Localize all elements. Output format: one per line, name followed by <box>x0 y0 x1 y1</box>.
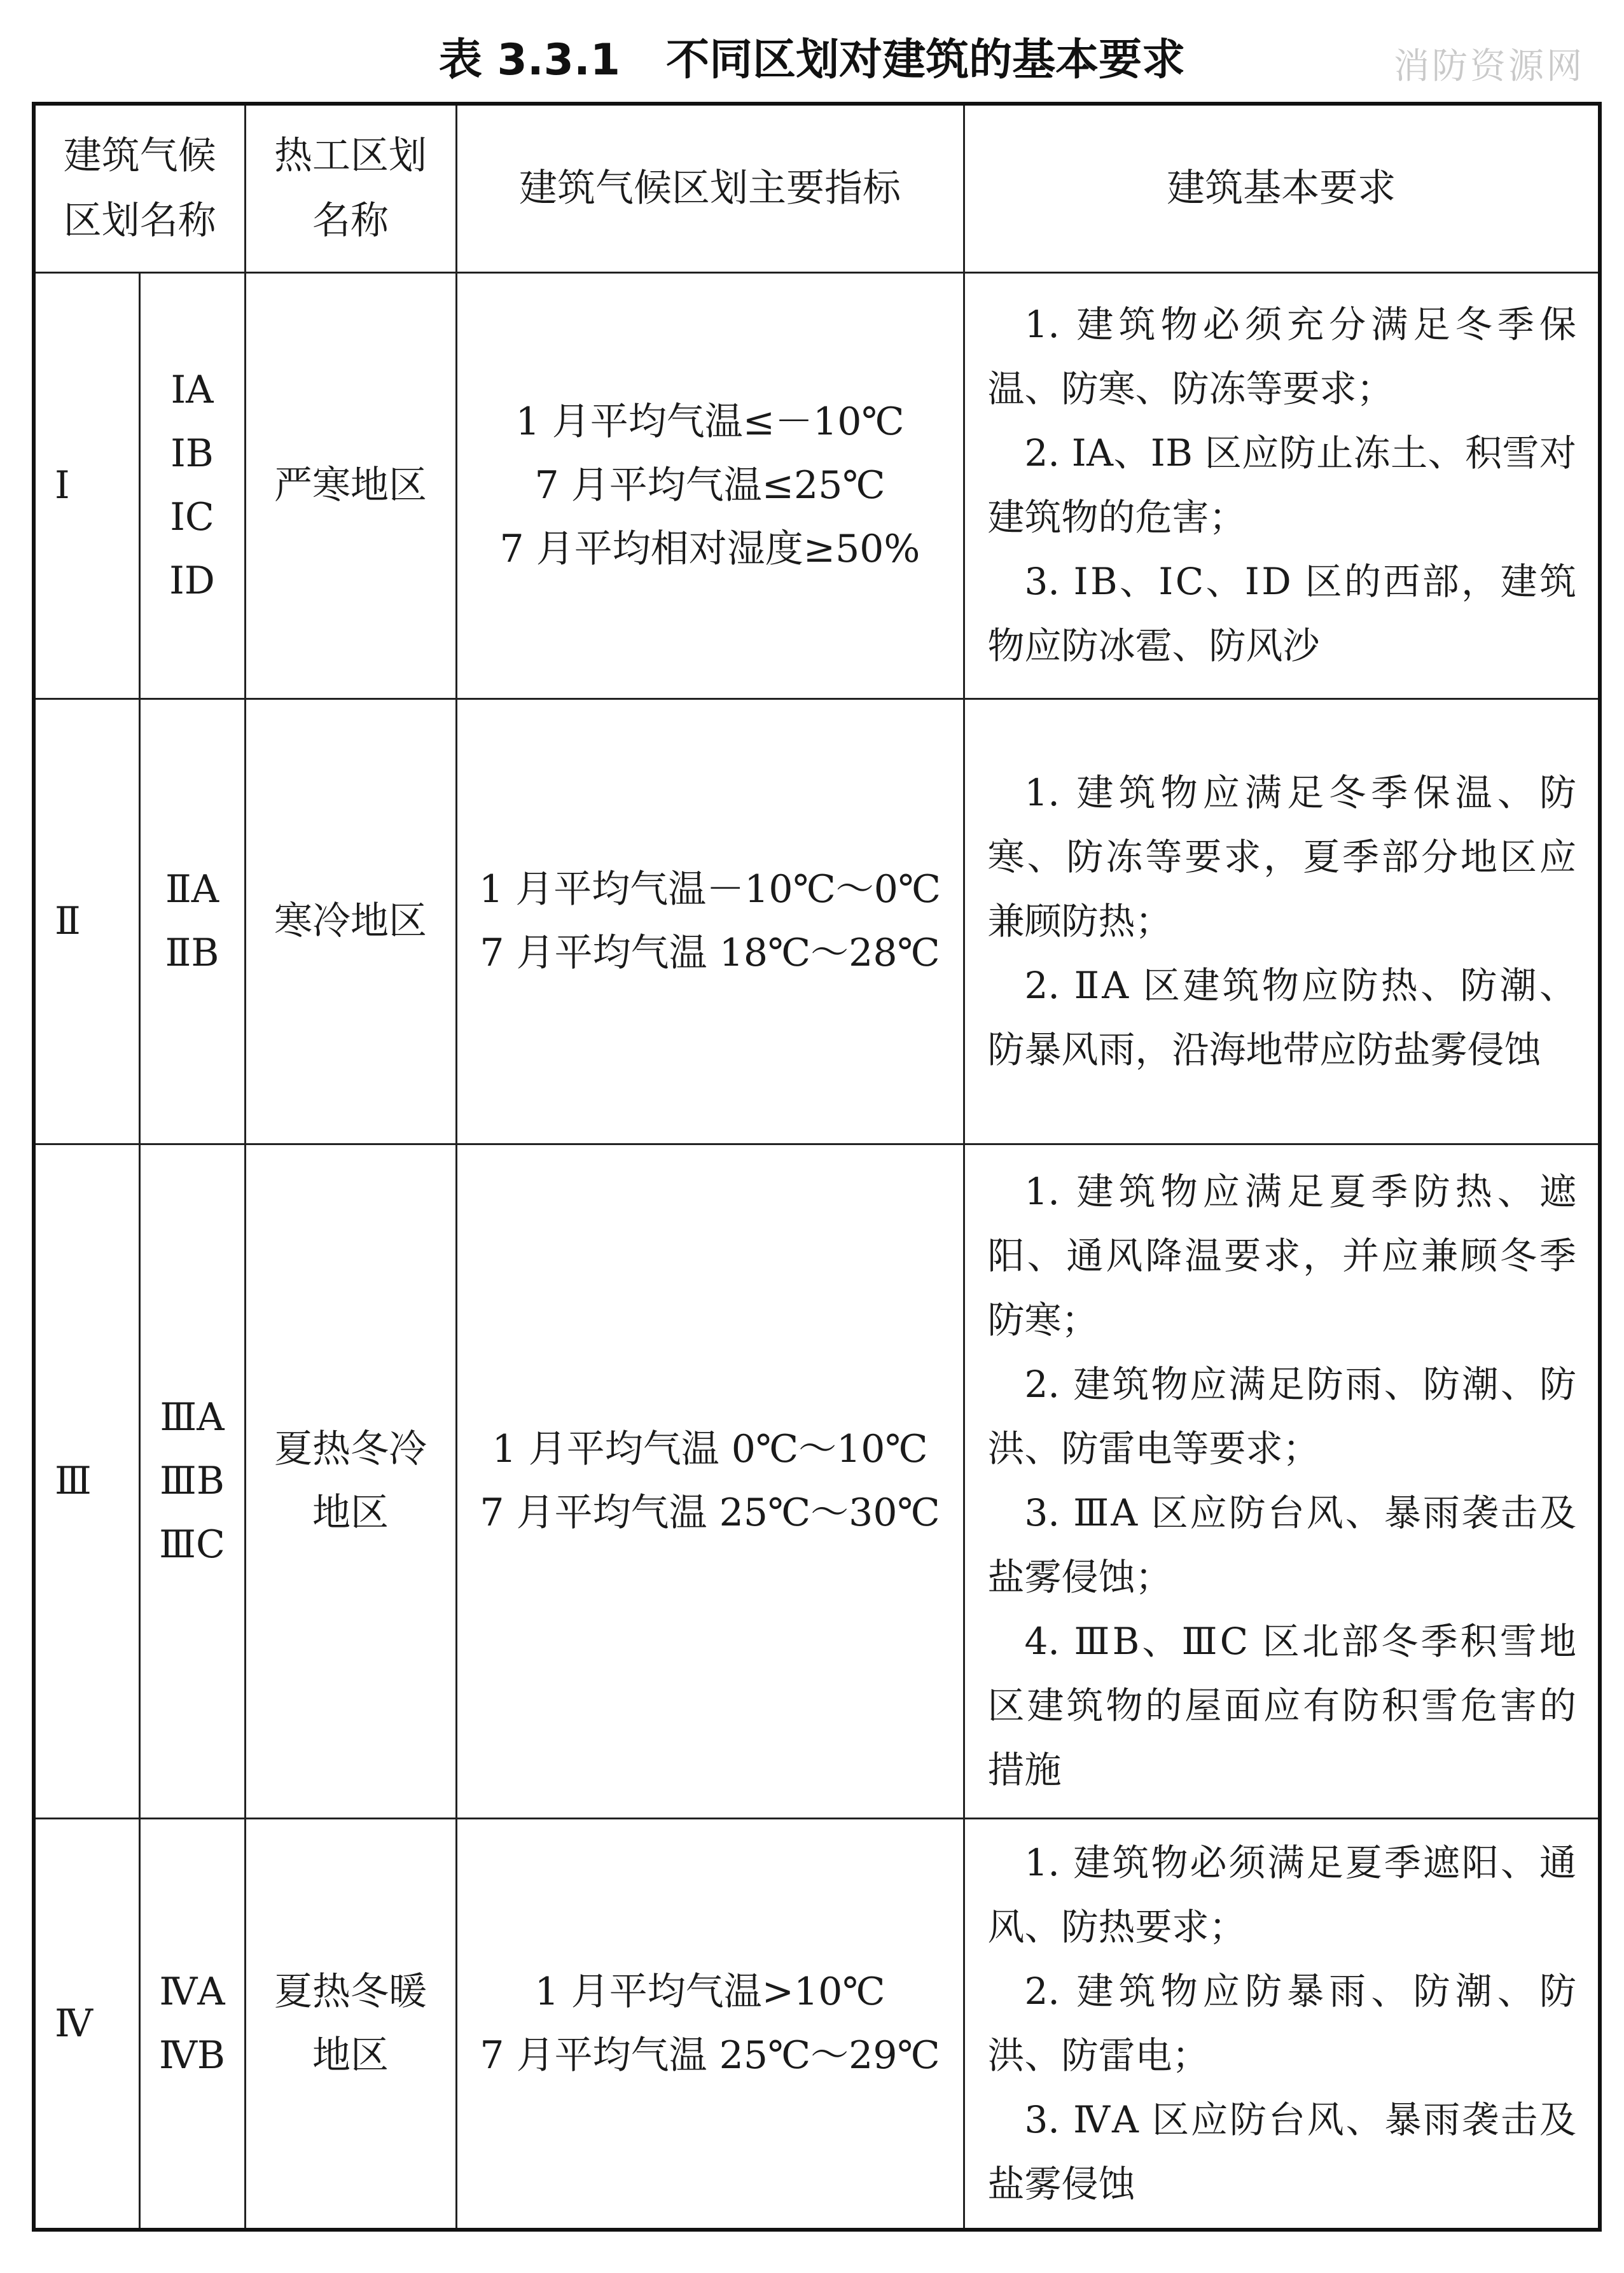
climate-indicators: 1 月平均气温>10℃ 7 月平均气温 25℃～29℃ <box>456 1818 964 2230</box>
zone-code: Ⅱ <box>34 699 139 1144</box>
requirement-item: 3. ⅠB、ⅠC、ⅠD 区的西部，建筑物应防冰雹、防风沙 <box>987 560 1576 667</box>
header-row <box>34 104 1600 272</box>
subzone-codes: ⅣA ⅣB <box>139 1818 245 2230</box>
requirement-item: 1. 建筑物应满足冬季保温、防寒、防冻等要求，夏季部分地区应兼顾防热； <box>987 770 1576 943</box>
requirement-item: 1. 建筑物必须充分满足冬季保温、防寒、防冻等要求； <box>987 303 1576 410</box>
subzone-codes: ⅠA ⅠB ⅠC ⅠD <box>139 272 245 699</box>
table-number: 表 3.3.1 <box>438 34 621 85</box>
requirement-item: 2. ⅠA、ⅠB 区应防止冻土、积雪对建筑物的危害； <box>987 431 1576 539</box>
table-row <box>34 1818 1600 2230</box>
building-requirements <box>964 699 1600 1144</box>
requirement-item: 2. 建筑物应满足防雨、防潮、防洪、防雷电等要求； <box>987 1363 1576 1470</box>
table-caption: 不同区划对建筑的基本要求 <box>666 34 1186 85</box>
watermark: 消防资源网 <box>1394 46 1585 87</box>
requirement-item: 2. 建筑物应防暴雨、防潮、防洪、防雷电； <box>987 1969 1576 2077</box>
climate-indicators: 1 月平均气温 0℃～10℃ 7 月平均气温 25℃～30℃ <box>456 1144 964 1818</box>
table-row <box>34 699 1600 1144</box>
climate-zone-table <box>32 102 1602 2232</box>
header-thermal-zone: 热工区划 名称 <box>245 104 456 272</box>
header-requirements: 建筑基本要求 <box>964 104 1600 272</box>
thermal-zone-name: 夏热冬暖 地区 <box>245 1818 456 2230</box>
header-zone-name: 建筑气候 区划名称 <box>34 104 245 272</box>
requirement-item: 2. ⅡA 区建筑物应防热、防潮、防暴风雨，沿海地带应防盐雾侵蚀 <box>987 963 1576 1071</box>
building-requirements <box>964 1144 1600 1818</box>
header-indicators: 建筑气候区划主要指标 <box>456 104 964 272</box>
table-row <box>34 272 1600 699</box>
table-row <box>34 1144 1600 1818</box>
thermal-zone-name: 寒冷地区 <box>245 699 456 1144</box>
table-title <box>0 11 1624 101</box>
subzone-codes: ⅡA ⅡB <box>139 699 245 1144</box>
requirement-item: 1. 建筑物应满足夏季防热、遮阳、通风降温要求，并应兼顾冬季防寒； <box>987 1170 1576 1342</box>
zone-code: Ⅲ <box>34 1144 139 1818</box>
thermal-zone-name: 夏热冬冷 地区 <box>245 1144 456 1818</box>
building-requirements <box>964 272 1600 699</box>
climate-indicators: 1 月平均气温≤－10℃ 7 月平均气温≤25℃ 7 月平均相对湿度≥50% <box>456 272 964 699</box>
requirement-item: 1. 建筑物必须满足夏季遮阳、通风、防热要求； <box>987 1840 1576 1949</box>
zone-code: Ⅰ <box>34 272 139 699</box>
zone-code: Ⅳ <box>34 1818 139 2230</box>
climate-indicators: 1 月平均气温－10℃～0℃ 7 月平均气温 18℃～28℃ <box>456 699 964 1144</box>
requirement-item: 3. ⅢA 区应防台风、暴雨袭击及盐雾侵蚀； <box>987 1491 1576 1599</box>
requirement-item: 3. ⅣA 区应防台风、暴雨袭击及盐雾侵蚀 <box>987 2097 1576 2206</box>
requirement-item: 4. ⅢB、ⅢC 区北部冬季积雪地区建筑物的屋面应有防积雪危害的措施 <box>987 1620 1576 1791</box>
subzone-codes: ⅢA ⅢB ⅢC <box>139 1144 245 1818</box>
thermal-zone-name: 严寒地区 <box>245 272 456 699</box>
building-requirements <box>964 1818 1600 2230</box>
